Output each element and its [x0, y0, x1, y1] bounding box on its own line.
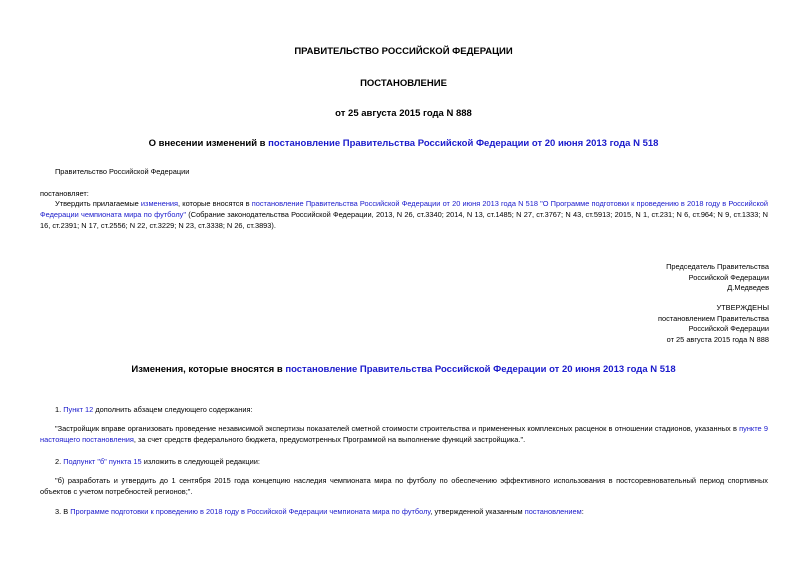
- government-heading: ПРАВИТЕЛЬСТВО РОССИЙСКОЙ ФЕДЕРАЦИИ: [294, 46, 513, 57]
- document-title: [0, 138, 807, 149]
- approved-country: Российской Федерации: [688, 324, 769, 333]
- quote2-text: "б) разработать и утвердить до 1 сентября 2015 года концепцию наследия чемпионата мира по футболу по обеспечению эффективного использования в постсоревновательный период спортивных объектов с учетом потребностей регионов;".: [40, 476, 768, 496]
- quote-1: [40, 423, 768, 445]
- para1-text-1: Утвердить прилагаемые: [55, 199, 141, 208]
- quote1-link[interactable]: пункте 9 настоящего постановления: [40, 424, 769, 444]
- resolution-link[interactable]: постановлением: [524, 507, 582, 516]
- item2-number: 2.: [55, 457, 64, 466]
- title-prefix: О внесении изменений в: [148, 138, 269, 149]
- approved-by: постановлением Правительства: [658, 313, 769, 323]
- item3-text-1: 3. В: [55, 507, 71, 516]
- decides-text: постановляет:: [40, 189, 89, 198]
- quote-2: [40, 475, 768, 497]
- changes-title-prefix: Изменения, которые вносятся в: [131, 364, 286, 375]
- signature-country: Российской Федерации: [688, 272, 769, 282]
- document-date: от 25 августа 2015 года N 888: [335, 108, 472, 119]
- approved-block: [658, 303, 769, 345]
- para1-text-2: , которые вносятся в: [178, 199, 252, 208]
- changes-link[interactable]: изменения: [140, 199, 179, 208]
- signature-name: Д.Медведев: [727, 283, 769, 292]
- resolution-518-link[interactable]: постановление Правительства Российской Федерации от 20 июня 2013 года N 518 "О Программе подготовки к проведению в 2018 году в Российской Федерации чемпионата мира по футболу": [40, 199, 768, 219]
- item2-link[interactable]: Подпункт "б" пункта 15: [63, 457, 142, 466]
- item1-link[interactable]: Пункт 12: [63, 405, 94, 414]
- signature-block: [666, 262, 769, 294]
- item1-number: 1.: [55, 405, 64, 414]
- item-3: [55, 506, 584, 517]
- changes-title-link[interactable]: постановление Правительства Российской Федерации от 20 июня 2013 года N 518: [285, 364, 676, 375]
- approval-paragraph: [40, 198, 768, 231]
- item3-text-2: , утвержденной указанным: [430, 507, 525, 516]
- changes-title: [0, 364, 807, 375]
- signature-position: Председатель Правительства: [666, 262, 769, 271]
- approved-label: УТВЕРЖДЕНЫ: [716, 303, 769, 312]
- approved-date: от 25 августа 2015 года N 888: [666, 334, 769, 344]
- title-link[interactable]: постановление Правительства Российской Федерации от 20 июня 2013 года N 518: [268, 138, 659, 149]
- program-link[interactable]: Программе подготовки к проведению в 2018 году в Российской Федерации чемпионата мира по футболу: [70, 507, 431, 516]
- quote1-text-1: "Застройщик вправе организовать проведение независимой экспертизы показателей сметной стоимости строительства и примененных комплексных расценок в отношении стадионов, указанных в: [55, 424, 740, 433]
- item1-text: дополнить абзацем следующего содержания:: [93, 405, 253, 414]
- para1-text-3: (Собрание законодательства Российской Федерации, 2013, N 26, ст.3340; 2014, N 13, ст.1485; N 27, ст.3767; N 43, ст.5913; 2015, N 1, ст.231; N 6, ст.964; N 9, ст.1333; N 16, ст.2391; N 17, ст.2556; N 22, ст.3229; N 23, ст.3338; N 26, ст.3893).: [40, 210, 768, 230]
- issuer-text: Правительство Российской Федерации: [55, 167, 190, 176]
- document-type: ПОСТАНОВЛЕНИЕ: [360, 78, 447, 89]
- item3-text-3: :: [581, 507, 584, 516]
- quote1-text-2: , за счет средств федерального бюджета, предусмотренных Программой на выполнение функций застройщика.".: [133, 435, 526, 444]
- item-2: [55, 456, 260, 467]
- item2-text: изложить в следующей редакции:: [141, 457, 260, 466]
- item-1: [55, 404, 253, 415]
